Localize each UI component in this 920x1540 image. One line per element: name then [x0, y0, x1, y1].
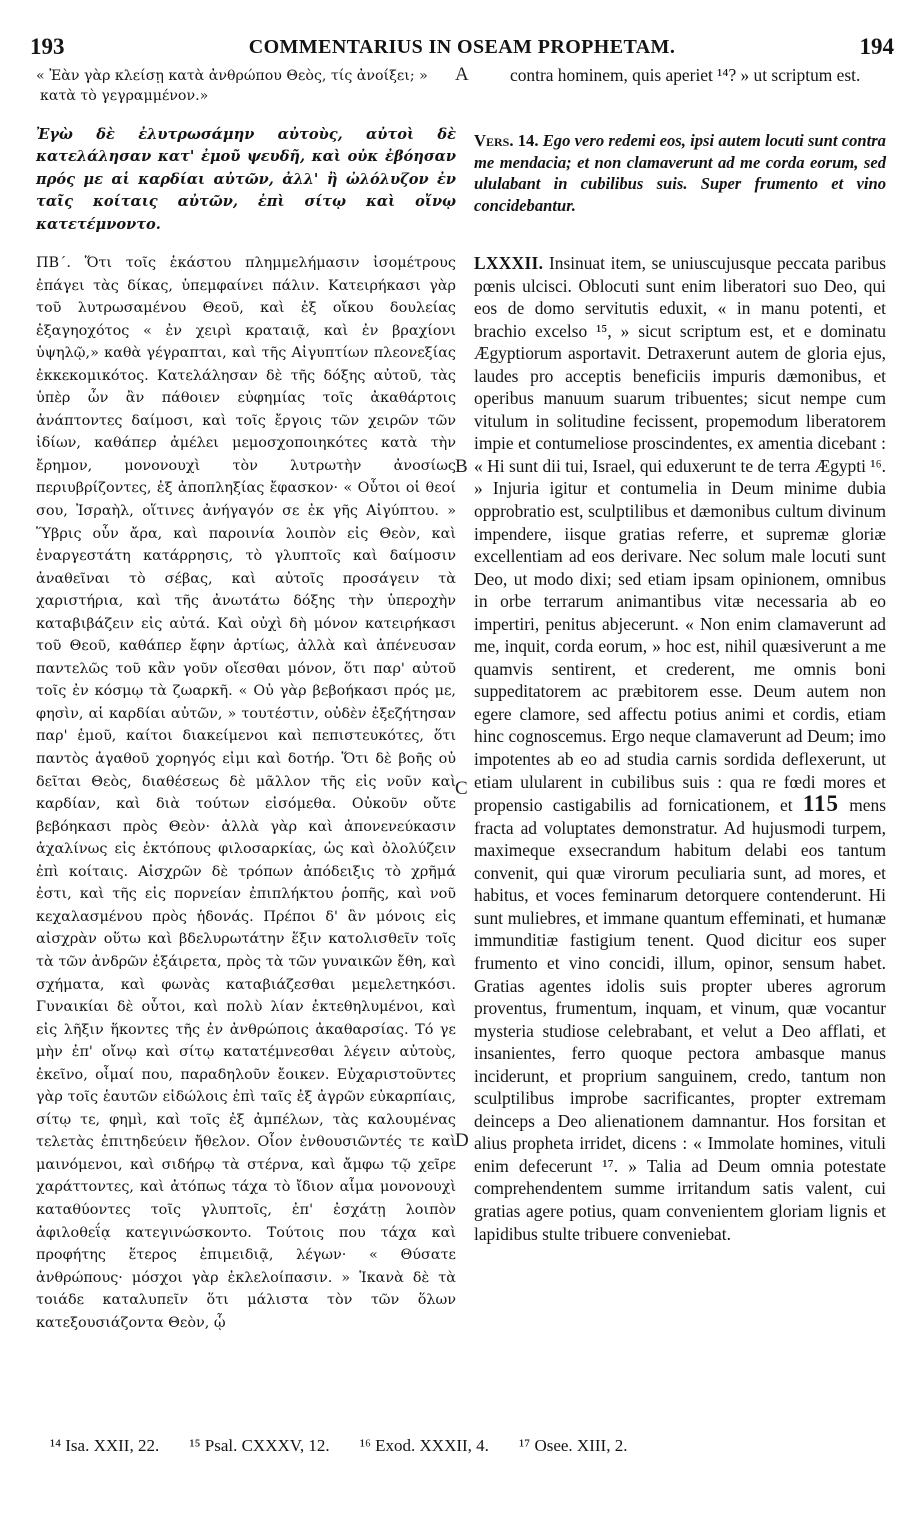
- page-header: [30, 34, 894, 60]
- section-number: LXXXII.: [474, 253, 544, 273]
- margin-marker-b: B: [455, 456, 468, 477]
- running-title: COMMENTARIUS IN OSEAM PROPHETAM.: [248, 36, 676, 58]
- latin-verse: [474, 130, 886, 217]
- page-mark: 115: [802, 791, 840, 817]
- latin-verse-text: Ego vero redemi eos, ipsi autem locuti sunt contra me mendacia; et non clamaverunt ad me corda eorum, sed ululabant in cubilibus suis. Super frumento et vino concidebantur.: [474, 131, 886, 216]
- footnote: ¹⁶ Exod. XXXII, 4.: [359, 1436, 489, 1455]
- latin-continuation: contra hominem, quis aperiet ¹⁴? » ut scriptum est.: [510, 65, 861, 85]
- footnote: ¹⁴ Isa. XXII, 22.: [50, 1436, 160, 1455]
- margin-marker-c: C: [455, 778, 468, 799]
- greek-commentary: ΠΒ΄. Ὅτι τοῖς ἑκάστου πλημμελήμασιν ἰσομέτρους ἐπάγει τὰς δίκας, ὑπεμφαίνει πάλιν. Κατειρήκασι γὰρ τοῦ λυτρωσαμένου Θεοῦ, καὶ ἐξ οἴκου δουλείας ἐξαγηοχότος « ἐν χειρὶ κραταιᾷ, καὶ ἐν βραχίονι ὑψηλῷ,» καθὰ γέγραπται, καὶ τῆς Αἰγυπτίων πλεονεξίας ἐκκεκομικότος. Κατελάλησαν δὲ τῆς δόξης αὐτοῦ, τὰς ὑπὲρ ὧν ἂν πάθοιεν εὐφημίας τοῖς ἀκαθάρτοις ἀνάπτοντες δαίμοσι, καὶ τοῖς ἔργοις τῶν χειρῶν τῶν ἰδίων, καθάπερ ἀμέλει μεμοσχοποιηκότες κατὰ τὴν ἔρημον, μονονουχὶ τὸν λυτρωτὴν ἀνοσίως περιυβρίζοντες, ἐξ ἀποπληξίας ἔφασκον· « Οὗτοι οἱ θεοί σου, Ἰσραὴλ, οἵτινες ἀνήγαγόν σε ἐκ γῆς Αἰγύπτου. » Ὕβρις οὖν ἄρα, καὶ παροινία λοιπὸν εἰς Θεὸν, καὶ ἐναργεστάτη κατάρρησις, τὸ γλυπτοῖς καὶ δαίμοσιν ἀναθεῖναι τὸ σέβας, καὶ αὐτοῖς προσάγειν τὰ χαριστήρια, καὶ τῆς ἀνωτάτω δόξης τὴν ὑπεροχὴν καταβιβάζειν εἰς αὐτά. Καὶ οὐχὶ δὴ μόνον κατειρήκασι τοῦ Θεοῦ, καθάπερ ἔφην ἀρτίως, ἀλλὰ καὶ ἀπένευσαν παντελῶς τοῦ κἂν γοῦν οἴεσθαι μόνον, ὅτι παρ' αὐτοῦ τοῖς ἐν κόσμῳ τὰ ζωαρκῆ. « Οὐ γὰρ βεβοήκασι πρός με, φησὶν, αἱ καρδίαι αὐτῶν, » τουτέστιν, οὐδὲν ἐξεζήτησαν παρ' ἐμοῦ, καίτοι διακείμενοι καὶ πεπιστευκότες, ὅτι παντὸς ἀγαθοῦ χορηγός εἰμι καὶ δοτήρ. Ὅτι δὲ βοῆς οὐ δεῖται Θεὸς, διαθέσεως δὲ μᾶλλον τῆς εἰς νοῦν καὶ καρδίαν, καὶ διὰ τούτων εἰσόμεθα. Οὐκοῦν οὔτε βεβόηκασι πρὸς Θεὸν· ἀλλὰ γὰρ καὶ ἀπονενεύκασιν ἀχαλίνως εἰς ἐκτόπους φιλοσαρκίας, ὡς καὶ ὀλολύζειν ἐπὶ κοίταις. Αἰσχρῶν δὲ τρόπων ἀπόδειξις τὸ χρῆμά ἐστι, καὶ τῆς εἰς πορνείαν ἐπιπλήκτου ῥοπῆς, καὶ νοῦ κεχαλασμένου πρὸς ἡδονάς. Πρέποι δ' ἂν μόνοις εἰς αἰσχρὰν οὕτω καὶ βδελυρωτάτην ἕξιν κατολισθεῖν τοῖς τὰ τῶν ἀνδρῶν ἐξάιρετα, πρὸς τὰ τῶν γυναικῶν ἔθη, καὶ σχήματα, καὶ φωνὰς καταβιάζεσθαι μεμελετηκόσι. Γυναικίαι δὲ οὗτοι, καὶ πολὺ λίαν ἐκτεθηλυμένοι, καὶ εἰς λῆξιν ἥκοντες τῆς ἐν ἀνθρώποις ἀκαθαρσίας. Τό γε μὴν ἐπ' οἴνῳ καὶ σίτῳ κατατέμνεσθαι λέγειν αὐτοὺς, ἐκεῖνο, οἶμαί που, παραδηλοῦν ἔοικεν. Εὐχαριστοῦντες γὰρ τοῖς ἑαυτῶν εἰδώλοις ἐπὶ ταῖς ἐξ ἀγρῶν εὐκαρπίαις, σίτῳ τε, φημὶ, καὶ τοῖς ἐξ ἀμπέλων, τὰς καλουμένας τελετὰς ἐπιτηδεύειν ἤθελον. Οἷον ἐνθουσιῶντές τε καὶ μαινόμενοι, καὶ σιδήρῳ τὰ στέρνα, καὶ ἄμφω τῷ χεῖρε χαράττοντες, καὶ ἀτόπως τάχα τὸ ἴδιον αἷμα μονονουχὶ καταθύοντες τοῖς γλυπτοῖς, ἐπ' ἐσχάτῃ λοιπὸν ἀφιλοθεΐᾳ κατεγινώσκοντο. Τούτοις που τάχα καὶ προφήτης ἕτερος ἐπιμειδιᾷ, λέγων· « Θύσατε ἀνθρώπους· μόσχοι γὰρ ἐκλελοίπασιν. » Ἱκανὰ δὲ τὰ τοιάδε καταλυπεῖν ὅτι μάλιστα τὸν τῶν ὅλων κατεξουσιάζοντα Θεὸν, ᾧ: [36, 255, 456, 1331]
- greek-verse: Ἐγὼ δὲ ἐλυτρωσάμην αὐτοὺς, αὐτοὶ δὲ κατελάλησαν κατ' ἐμοῦ ψευδῆ, καὶ οὐκ ἐβόησαν πρός με αἱ καρδίαι αὐτῶν, ἀλλ' ἢ ὠλόλυζον ἐν ταῖς κοίταις αὐτῶν, ἐπὶ σίτῳ καὶ οἴνῳ κατετέμνοντο.: [36, 126, 456, 233]
- verse-label: Vers. 14.: [474, 131, 539, 150]
- margin-marker-d: D: [455, 1130, 469, 1151]
- footnote: ¹⁵ Psal. CXXXV, 12.: [189, 1436, 330, 1455]
- latin-commentary: [474, 252, 886, 1245]
- latin-text-1: Insinuat item, se uniuscujusque peccata paribus pœnis ulcisci. Oblocuti sunt enim liberatori suo Deo, qui eos de domo servitutis eduxit, « in manu potenti, et brachio excelso ¹⁵, » sicut scriptum est, et e dominatu Ægyptiorum asportavit. Detraxerunt autem de gloria ejus, laudes pro acceptis beneficiis impuris dæmonibus, et operibus manuum suarum tribuentes; sicut nempe cum vitulum in solitudine fecissent, propemodum liberatorem impie et contumeliose proscindentes, ex amentia dicebant : « Hi sunt dii tui, Israel, qui eduxerunt te de terra Ægypti ¹⁶. » Injuria igitur et contumelia in Deum minime dubia opprobratio est, sculptilibus et dæmonibus cultum divinum impendere, iisque gratias referre, et supremæ gloriæ excellentiam ad eos derivare. Nec solum male locuti sunt Deo, ut modo dixi; sed etiam ipsam opinionem, omnibus in orbe terrarum animantibus vitæ necessaria ab eo impertiri, penitus abjecerunt. « Non enim clamaverunt ad me, inquit, corda eorum, » hoc est, nihil quæsiverunt a me quamvis sentirent, et crederent, me omnis boni suppeditatorem ac præbitorem esse. Deum autem non egere clamore, sed affectu potius animi et cordis, etiam hinc cognoscemus. Ergo neque clamaverunt ad Deum; imo impotentes ab eo ad studia carnis sordida deflexerunt, ut etiam ulularent in cubilibus suis : qua re fœdi mores et propensio castigabilis ad fornicationem, et: [474, 253, 886, 816]
- greek-continuation: « Ἐὰν γὰρ κλείσῃ κατὰ ἀνθρώπου Θεὸς, τίς ἀνοίξει; »: [36, 68, 428, 84]
- greek-continuation-2: κατὰ τὸ γεγραμμένον.»: [40, 88, 209, 104]
- page-number-left: 193: [30, 34, 65, 59]
- page-number-right: 194: [859, 34, 894, 59]
- footnote: ¹⁷ Osee. XIII, 2.: [519, 1436, 628, 1455]
- margin-marker-a: A: [455, 64, 469, 85]
- footnotes: [50, 1436, 870, 1456]
- latin-text-2: mens fracta ad voluptates demonstratur. Ad hujusmodi turpem, maximeque exsecrandum habitum delabi eos tantum convenit, qui quæ virorum peculiaria sunt, ad mores, et habitus, et voces feminarum detorquere contenderunt. Hi sunt muliebres, et immane quantum effeminati, et humanæ immunditiæ fastigium tenent. Quod dicitur eos super frumento et vino concidi, illum, opinor, sensum habet. Gratias agentes idolis suis propter uberes agrorum proventus, frumentum, inquam, et vinum, quæ vocantur mysteria studiose celebrabant, et velut a Deo afflati, et insanientes, ferro quoque pectora ambasque manus inciderunt, et proprium sanguinem, credo, tantum non sculptilibus improbe sacrificantes, propter extremam deinceps a Deo alienationem damnantur. Hos forsitan et alius propheta irridet, dicens : « Immolate homines, vituli enim defecerunt ¹⁷. » Talia ad Deum omnia potestate comprehendentem summe irritandum satis valent, cui gratias agere potius, quam convenientem gloriam lignis et lapidibus stulte tribuere conveniebat.: [474, 795, 886, 1244]
